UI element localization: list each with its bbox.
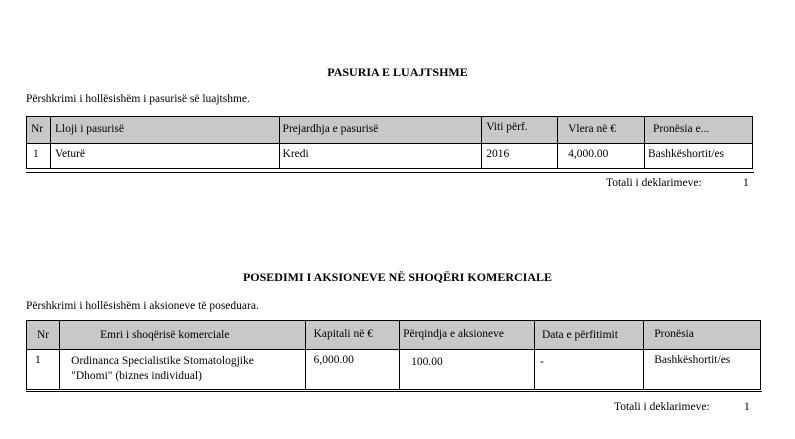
table-row xyxy=(27,350,761,390)
cell-year: 2016 xyxy=(482,144,558,169)
table-bottom-rule xyxy=(26,391,762,392)
header-capital: Kapitali në € xyxy=(305,321,399,350)
header-company-name: Emri i shoqërisë komerciale xyxy=(60,321,305,350)
table-bottom-rule xyxy=(26,172,754,173)
cell-nr: 1 xyxy=(27,350,60,390)
total-label: Totali i deklarimeve: xyxy=(606,177,702,189)
table-header-row xyxy=(27,117,753,144)
header-nr: Nr xyxy=(27,117,51,144)
header-asset-type: Lloji i pasurisë xyxy=(50,117,279,144)
section1-title: PASURIA E LUAJTSHME xyxy=(327,65,468,79)
movable-assets-table xyxy=(26,116,753,169)
section2-description: Përshkrimi i hollësishëm i aksioneve të poseduara. xyxy=(26,300,259,312)
cell-value: 4,000.00 xyxy=(558,144,645,169)
header-value: Vlera në € xyxy=(558,117,645,144)
section2-title: POSEDIMI I AKSIONEVE NË SHOQËRI KOMERCIALE xyxy=(242,270,553,284)
table-header-row xyxy=(27,321,761,350)
total-value: 1 xyxy=(743,177,749,189)
section1-description: Përshkrimi i hollësishëm i pasurisë së luajtshme. xyxy=(26,93,250,105)
cell-origin: Kredi xyxy=(279,144,482,169)
table-row xyxy=(27,144,753,169)
header-year: Viti përf. xyxy=(482,117,558,144)
shares-table xyxy=(26,320,761,390)
cell-share-percent: 100.00 xyxy=(400,350,535,390)
section1-total xyxy=(606,177,749,189)
cell-capital: 6,000.00 xyxy=(305,350,399,390)
section2-total xyxy=(614,401,750,413)
cell-nr: 1 xyxy=(27,144,51,169)
header-origin: Prejardhja e pasurisë xyxy=(279,117,482,144)
header-share-percent: Përqindja e aksioneve xyxy=(400,321,535,350)
total-label: Totali i deklarimeve: xyxy=(614,401,710,413)
header-nr: Nr xyxy=(27,321,60,350)
total-value: 1 xyxy=(744,401,750,413)
header-acquisition-date: Data e përfitimit xyxy=(534,321,643,350)
cell-asset-type: Veturë xyxy=(50,144,279,169)
cell-ownership: Bashkëshortit/es xyxy=(645,144,753,169)
cell-company-name: Ordinanca Specialistike Stomatologjike "Dhomi" (biznes individual) xyxy=(60,350,305,390)
cell-acquisition-date: - xyxy=(534,350,643,390)
cell-ownership: Bashkëshortit/es xyxy=(644,350,761,390)
header-ownership: Pronësia e... xyxy=(645,117,753,144)
header-ownership: Pronësia xyxy=(644,321,761,350)
